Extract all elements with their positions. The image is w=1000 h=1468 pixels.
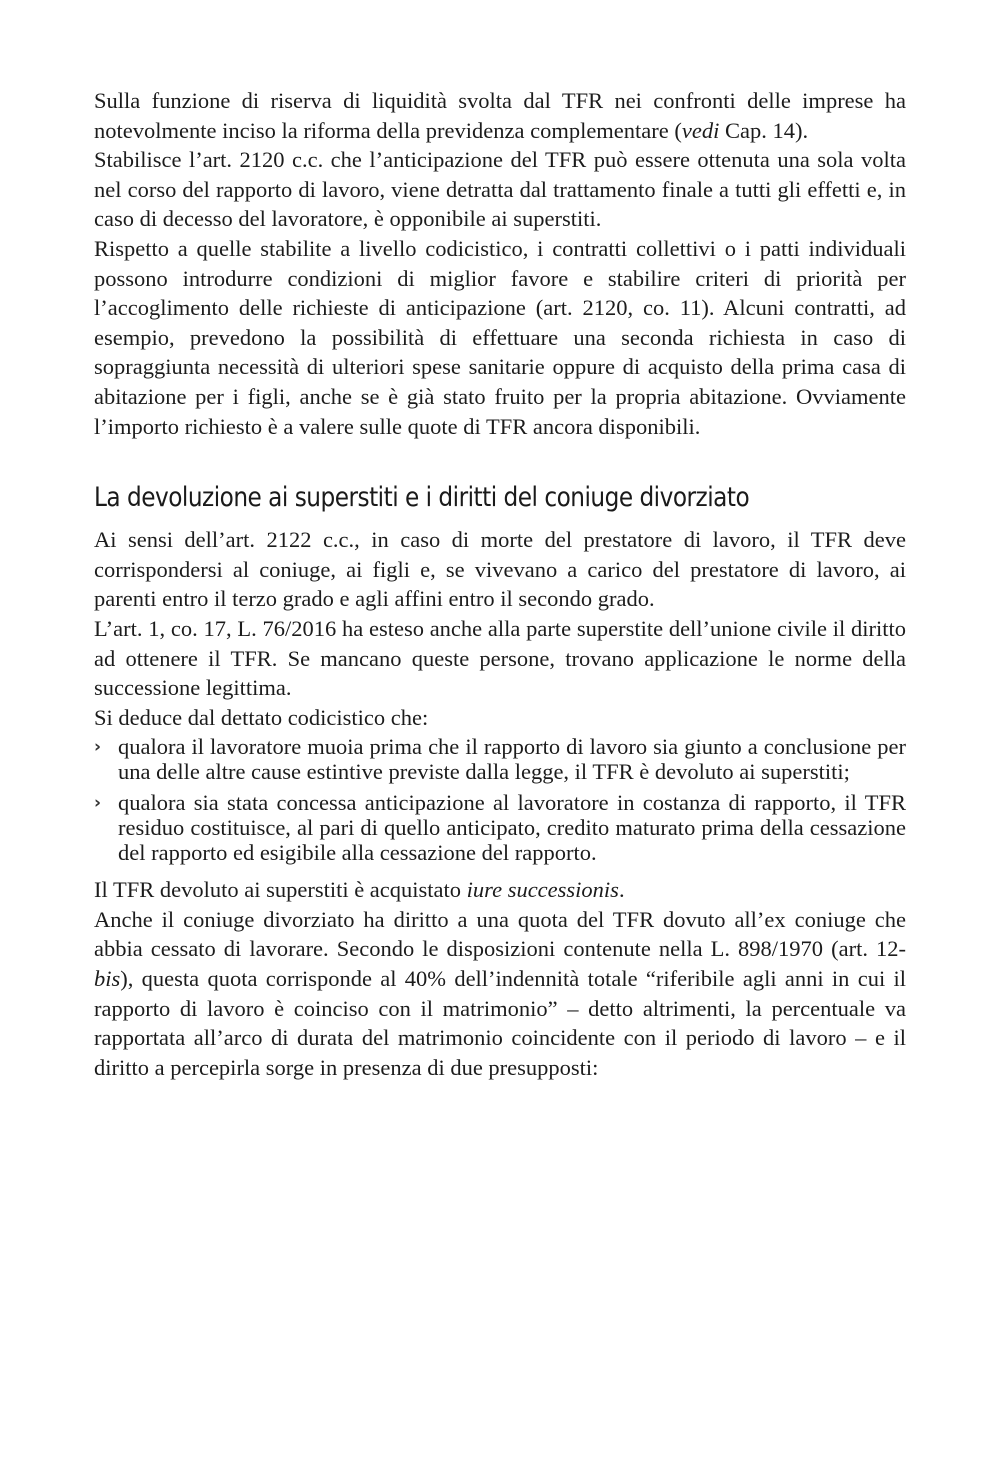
document-page: [94, 86, 906, 1082]
italic-iure-successionis: iure successionis: [466, 877, 619, 903]
italic-bis: bis: [94, 966, 121, 992]
intro-paragraph-1: Sulla funzione di riserva di liquidità svolta dal TFR nei confronti delle imprese ha notevolmente inciso la riforma della previdenza complementare (vedi Cap. 14).: [94, 88, 906, 143]
section-paragraph-2: L’art. 1, co. 17, L. 76/2016 ha esteso anche alla parte superstite dell’unione civile il diritto ad ottenere il TFR. Se mancano queste persone, trovano applicazione le norme della successione legittima.: [94, 615, 906, 701]
section-paragraph-4: Il TFR devoluto ai superstiti è acquistato iure successionis.: [94, 877, 625, 903]
intro-paragraph-3: Rispetto a quelle stabilite a livello codicistico, i contratti collettivi o i patti individuali possono introdurre condizioni di miglior favore e stabilire criteri di priorità per l’accoglimento delle richieste di anticipazione (art. 2120, co. 11). Alcuni contratti, ad esempio, prevedono la possibilità di effettuare una seconda richiesta in caso di sopraggiunta necessità di ulteriori spese sanitarie oppure di acquisto della prima casa di abitazione per i figli, anche se è già stato fruito per la propria abitazione. Ovviamente l’importo richiesto è a valere sulle quote di TFR ancora disponibili.: [94, 235, 906, 439]
list-item: › qualora il lavoratore muoia prima che il rapporto di lavoro sia giunto a conclusione per una delle altre cause estintive previste dalla legge, il TFR è devoluto ai superstiti;: [94, 734, 906, 785]
section-paragraph-1: Ai sensi dell’art. 2122 c.c., in caso di morte del prestatore di lavoro, il TFR deve corrispondersi al coniuge, ai figli e, se vivevano a carico del prestatore di lavoro, ai parenti entro il terzo grado e agli affini entro il secondo grado.: [94, 527, 906, 612]
list-item: › qualora sia stata concessa anticipazione al lavoratore in costanza di rapporto, il TFR residuo costituisce, al pari di quello anticipato, credito maturato prima della cessazione del rapporto ed esigibile alla cessazione del rapporto.: [94, 790, 906, 866]
italic-vedi: vedi: [681, 117, 720, 143]
bullet-list: [94, 734, 906, 865]
section-heading: La devoluzione ai superstiti e i diritti del coniuge divorziato: [94, 482, 750, 514]
chevron-right-icon: ›: [94, 737, 102, 758]
chevron-right-icon: ›: [94, 793, 102, 814]
intro-paragraph-2: Stabilisce l’art. 2120 c.c. che l’anticipazione del TFR può essere ottenuta una sola volta nel corso del rapporto di lavoro, viene detratta dal trattamento finale a tutti gli effetti e, in caso di decesso del lavoratore, è opponibile ai superstiti.: [94, 147, 906, 232]
section-paragraph-5: Anche il coniuge divorziato ha diritto a una quota del TFR dovuto all’ex coniuge che abbia cessato di lavorare. Secondo le disposizioni contenute nella L. 898/1970 (art. 12-bis), questa quota corrisponde al 40% dell’indennità totale “riferibile agli anni in cui il rapporto di lavoro è coinciso con il matrimonio” – detto altrimenti, la percentuale va rapportata all’arco di durata del matrimonio coincidente con il periodo di lavoro – e il diritto a percepirla sorge in presenza di due presupposti:: [94, 906, 906, 1080]
section-paragraph-3: Si deduce dal dettato codicistico che:: [94, 704, 429, 730]
